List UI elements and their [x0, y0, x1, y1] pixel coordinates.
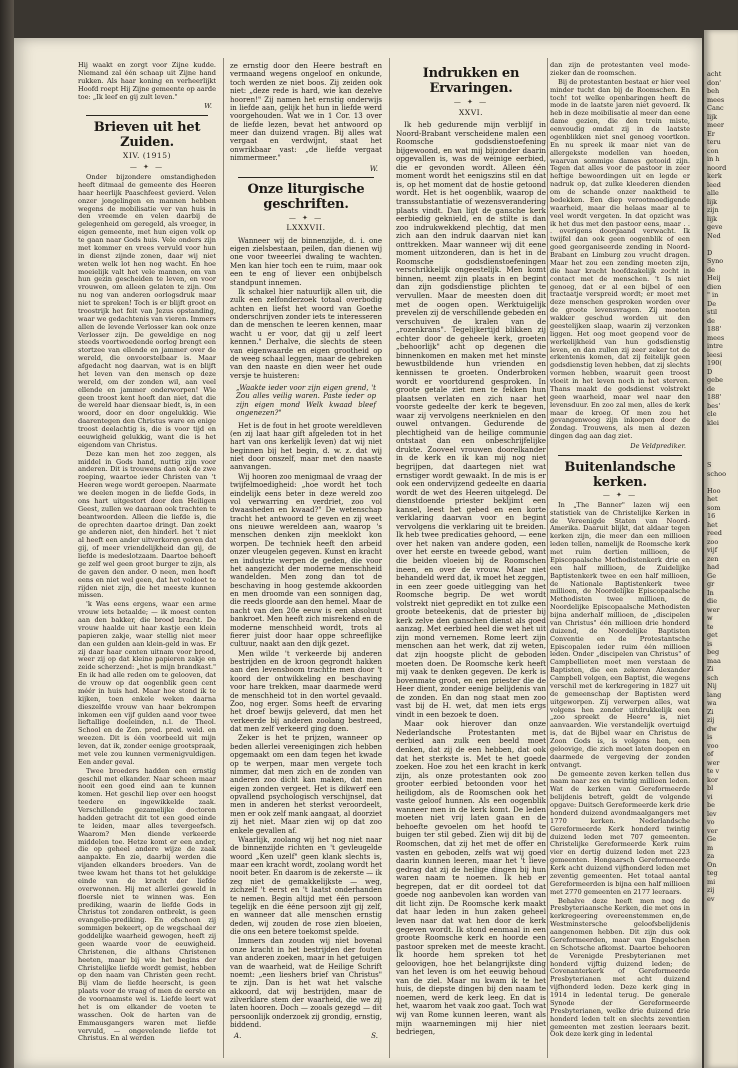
paragraph: Ik schakel hier natuurlijk allen uit, die zulk een zelfonderzoek totaal overbodig achten en liefst het woord van Goethe onderschrijven zonder iets te interesseren dan de menschen te leeren kennen, maar wacht u er voor, dat gij u zelf leert kennen." Derhalve, die slechts de steen van eigenwaarde en eigen grootheid op de weeg schaal leggen, maar de gebreken van den naaste en dien weer het oude versje te huisteren:	[230, 286, 382, 380]
signature: W.	[369, 163, 378, 173]
column-rule	[223, 58, 224, 1058]
poem: „Waakte ieder voor zijn eigen grend, 't Zou alles veilig waren. Paste ieder op zijn eigen mond Welk kwaad bleef ongenezen?"	[236, 383, 376, 418]
article-title: Indrukken en Ervaringen.	[422, 66, 520, 96]
paragraph: Ik heb gedurende mijn verblijf in Noord-Brabant verscheidene malen een Roomsche godsdienstoefening bijgewoond, en wat mij bijzonder daarin opgevallen is, was de weinige eerbied, die er gevonden wordt. Alleen één moment wordt het eenigszins stil en dat is, op het moment dat de hostie getoond wordt. Het is het oogenblik, waarop de transsubstantiatie of wezensverandering plaats vindt. Dan ligt de gansche kerk eerbiedig geknield, en de stilte is dan zoo indrukwekkend plechtig, dat men zich aan den indruk daarvan niet kan onttrekken. Maar wanneer wij dit eene moment uitzonderen, dan is het in de Roomsche godsdienstoefeningen verschrikkelijk ongeestelijk. Men komt binnen, neemt zijn plaats in en begint dan zijn godsdienstige plichten te vervullen. Maar de meesten doen dit met de oogen open. Werktuigelijk prevelen zij de verschillende gebeden en verschuiven de kralen van de „rozenkrans". Tegelijkertijd blikken zij echter door de geheele kerk, groeten „behoorlijk" acht op degenen die binnenkomen en maken met het minste bewustbildende hun vrienden en kennissen te groeten. Onderbroken wordt er voortdurend gesproken. In groote getale ziet men te fekken hun plaatsen verlaten en zich naar het voorste gedeelte der kerk te begeven, waar zij vervolgens neerknielen en den ouwel ontvangen. Gedurende de plechtigheid van de heilige communie ontstaat dan een onbeschrijfelijke drukte. Zooveel vrouwen doorelkander in de kerk en ik kan mij nog niet begrijpen, dat daartegen niet wat ernstiger wordt gewaakt. In de mis is er ook een ondervijzend gedeelte en daaria wordt de wet des Heeren uitgelegd. De dienstdoende priester bekljimt een kansel, leest het gebed en een korte verklaring daarvan voor en begint vervolgens die verklaring uit te breiden. Ik heb twee predicaties gehoord, — eene over het naken van andere goden, een over het eerste en tweede gebod, want die beiden vloeien bij de Roomschen ineen, en over de vrouw. Maar niet behandeld werd dat, ik moet het zeggen, in een zeer goede uitlegging van het Roomsche begrip. De wet wordt volstrekt niet gepredikt en tot zulke een groote beteekenis, dat de priester bij kerk zelve den ganschen dienst als goed aanzag. Met eerbied heel die wet het uit zijn mond vernemen. Rome leert zijn menschen aan het werk, dat zij weten, dat zijn hoogste plicht de geboden moeten doen. De Roomsche kerk heeft mij vaak te denken gegeven. De kerk is bovenmate groot, en een priester die de Heer dient, zonder eenige belijdenis van de zonden. En dan nog staat men zoo vast bij de H. wet, dat men iets ergs vindt in een bezoek te doen.	[396, 120, 546, 719]
paragraph: In „The Banner" lazen wij een statistiek van de Christelijke Kerken in de Vereenigde Staten van Noord-Amerika. Daaruit blijkt, dat aldaar tegen kerken zijn, die meer dan een millioen leden tellen, namelijk de Roomsche kerk met ruim dertien millioen, de Episcopaalsche Methodistenkerk drie en een half millioen, de Zuidelijke Baptistenkerk twee en een half millioen, de Nationale Baptistenkerk twee millioen, de Noordelijke Episcopaalsche Methodisten twee millioen, de Noordelijke Episcopaalsche Methodisten bijna anderhalf millioen, de „discipelen van Christus" één millioen drie honderd duizend, de Noordelijke Baptisten Conventie en de Protestantsche Episcopalen ieder ruim één millioen leden. Onder „discipelen van Christus" of Campbellieten moet men verstaan de Baptisten, die een zekeren Alexander Campbell volgen, een Baptist, die wegens verschil met de kerkregering in 1827 uit de gemeenschap der Baptisten werd uitgeworpen. Zij verwerpen alles, wat volgens hen zonder uitdrukkelijk een „zoo spreekt de Heere" is, niet aanvaarden. Wie verstandelijk overtuigd is, dat de Bijbel waar en Christus de Zoon Gods is, is volgens hen, een geloovige, die zich moet laten doopen en daarmede de vergeving der zonden ontvangt.	[550, 500, 691, 769]
article-subtitle: XXVI.	[458, 107, 484, 117]
paragraph: 'k Was eens ergens, waar een arme vrouw iets betaalde; — ik moest centen aan den bakker, die brood bracht. De vrouw haalde uit haar kastje een klein papieren zakje, waar stellig niet meer dan een gulden aan klein-geld in was. Er zij daar haar centen uitnam voor brood, weer zij op dat kleine papieren zakje en zeide scherzend: „het is mijn brandkast." En ik had alle reden om te gelooven, dat de vrouw op dat oogenblik geen cent méér in huis had. Maar hoe stond ik te kijken, toen enkele weken daarna dieszelfde vrouw van haar bekrompen inkomen een vijf gulden aand voor twee lieftallige doeleinden, n.l. de Theol. School en de Zen. pred. pred. weld. en weezen. Dit is één voorbeeld uit mijn leven, dat ik, zonder eenige grootspraak, met vele zou kunnen vermenigvuldigen. Een ander geval.	[78, 600, 216, 766]
paragraph: Zeker is het te prijzen, wanneer op beden allerlei vereenigingen zich hebben opgemaakt om een dam tegen het kwade op te werpen, maar men vergete toch nimmer, dat men zich en de zonden van anderen zoo dicht kan maken, dat men eigen zonden vergeet. Het is dikwerf een opvallend psychologisch verschijnsel, dat men in anderen het sterkst veroordeelt, men er ook zelf mank aangaat, al doorziet zij het niet. Maar zien wij op dat zoo enkele gevallen af.	[230, 733, 382, 835]
ornament-divider: — ✦ —	[288, 213, 324, 222]
paragraph: Maar ook hierover dan onze Nederlandsche Protestanten met eerbied aan zulk een beeld moet denken, dat zij de een hebben, dat ook dat het sterkste is. Met te het goede zoeken. Hoe zou het een kracht in kerk zijn, als onze protestanten ook zoo grooter eerbied betoonden voor het heiligdom, als de Roomschen ook het vaste geloof hunnen. Als een oogenblik wanneer men in de kerk komt. De leden moeten niet vrij laten gaan en de behoefte gevoelen om het hoofd te buigen ter stil gebed. Zien wij dit bij de Roomschen, dat zij het met de offer en vasten en geboden, zelfs wat wij goed daarin kunnen leeren, maar het 't lieve gedrag dat zij de heilige dingen bij hun waren naam te noemen. Ik heb er begrepen, dat er dit oordeel tot dat goede nog aanbevolen kan worden van dit licht zijn. De Roomsche kerk maakt dat haar leden in hun zaken geheel leven naar dat wat hen door de kerk gegeven wordt. Ik stond eenmaal in een groote Roomsche kerk en hoorde een pastoor spreken met de meeste kracht. Ik hoorde hem spreken tot het geloovigen, hoe het belangrijkste ding van het leven is om het eeuwig behoud van de ziel. Maar nu kwam ik te het huis, de diepste dingen bij den naam te noemen, werd de kerk leeg. En dat is het, waarom het vaak zoo gaat. Toch wat wij van Rome kunnen leeren, want als mijn waarnemingen mij hier niet bedriegen,	[396, 719, 546, 1037]
article-title: Onze liturgische geschriften.	[247, 181, 365, 212]
column-rule	[389, 58, 390, 1058]
paragraph: Deze kan men het zoo zeggen, als middel in Gods hand, nuttig zijn voor anderen. Dit is trouwens dan ook de zwe roeping, waartoe ieder Christen van 't Heeren wege wordt geroepen. Naarmate we deelen mogen in de liefde Gods, in ons hart uitgestort door den Heiligen Geest, zullen we daaraan ook trachten te beantwoorden. Alleen die liefde is, die de oprechten daartoe dringt. Dan zoekt ge anderen niet, den hinderl. het 't niet al heeft een ander uitverkoren geven dat gij, of meer vriendelijkheid dan gij, de liefde is medeslotzaam. Daartoe behoeft ge zelf wel geen groot burger te zijn, als de gaven den ander. O neen, men hoeft eens en niet wel geen, dat het voldoet te rijden niet zijn, die het meeste kunnen missen.	[78, 449, 216, 600]
column-3	[396, 62, 546, 1038]
column-rule	[547, 58, 548, 1058]
paragraph: Onder bijzondere omstandigheden heeft ditmaal de gemeente des Heeren haar heerlijk Paaschfeest gevierd. Velen onzer jongelingen en mannen hebben wegens de mobilisatie ver van huis in den vreemde en velen daarbij de gelegenheid om geregeld, als vroeger, in eigen gemeente, met hun eigen volk op te gaan naar Gods huis. Vele onders zijn met kommer en vrees vervuld voor hun in dienst zijnde zonen, daar wij niet weten welk lot hen nog wacht. En hoe moeielijk valt het vele mannen, om van hun gezin gescheiden te leven, en voor vrouwen, om alleen gelaten te zijn. Om nu nog van anderen oorlogsdruk maar niet te spreken! Toch is er blijft groot en troostrijk het feit van Jezus opstanding, waar we gedachtenis van vieren. Immers allen de levende Verlosser kan ook onze Verlosser zijn. De geweldige en nog steeds voortwoedende oorlog brengt een stortzee van ellende en jammer over de wereld, die onvoorstelbaar is. Maar afgedacht nog daarvan, wat is en blijft het leven van den mensch op deze wereld, om der zonden wil, aan veel ellende en jammer onderworpen! Wie geen troost kent hoeft dan niet, dat die de wereld haar diensaar biedt, is, in een woord, door en door ongelukkig. Wie daarentegen den Christus ware en enige troost deelachtig is, die is voor tijd en eeuwigheid gelukkig, want die is het eigendom van Christus.	[78, 173, 216, 449]
article-subtitle: XIV. (1915)	[122, 151, 172, 161]
paragraph: Immers dan zouden wij niet bovenal onze kracht in het bestrijden der fouten van anderen zoeken, maar in het getuigen van de waarheid, wat de Heilige Schrift noemt: „een lieshers brief van Christus" te zijn. Dan is het wat het valsche akkoord, dat wij bestrijden, maar de zilverklare stem der waarheid, die we zij laten hooren. Doch — zooals gezegd — dit persoonlijk onderzoek zij grondig, ernstig, biddend.	[230, 936, 382, 1030]
next-page-edge	[704, 30, 738, 1068]
book-binding	[0, 0, 14, 1068]
paragraph: Waarlijk, zoolang wij het nog niet naar de binnenzijde richten en 't gevleugelde woord „Ken uzelf" geen klank slechts is, maar een kracht wordt, zoolang wordt het nooit beter. En daarom is de zekerste — ik zeg niet de gemakkelijkste — weg, zichzelf 't eerst en 't laatst onderhanden te nemen. Begin altijd met één persoon tegelijk en die ééne persoon zijt gij zelf, en wanneer dat alle menschen ernstig deden, wij zouden de rose zien bloeien, die ons een betere toekomst spelde.	[230, 834, 382, 936]
paragraph: Twee broeders hadden een ernstig geschil met elkander. Naar scheen maar nooit een goed eind aan te kunnen komen. Het geschil liep over een hoogst teedere en ingewikkelde zaak. Verschillende gezamelijke doctoren hadden getracht dit tot een goed einde te leiden, maar alles tevergeefsch. Waarom? Men diende verkeerde middelen toe. Hetze komt er een ander, die op geheel andere wijze de zaak aanpakte. En zie, daarbij werden die vijanden elkanders broeders. Van de twee kwam het thans tot het gelukkige einde van de kracht der liefde overwonnen. Hij met allerlei geweld in floersle niet te winnen was. Een prediking, waarin de liefde Gods in Christus tot zondaren ontbrekt, is geen evangelie-prediking. En ofschoon zij sommigen bekeert, op de wegschaal der goddelijke waarheid gewogen, heeft zij geen waarde voor de eeuwigheid. Christenen, die althans Christenen heeten, maar bij wie het begins der Christelijke liefde wordt gemist, hebben op den naam van Christen geen recht. Bij vlam de liefde heerscht, is geen plaats voor de vraag of men de eerste en de voornaamste wel is. Liefde leert wat het is om elkander de voeten te wasschen. Ook de harten van de Emmausgangers waren met liefde vervuld, — ongevelende liefde tot Christus. En al werden	[78, 766, 216, 1043]
paragraph: Bij de protestanten bestaat er hier veel minder tucht dan bij de Roomschen. En toch! tot welke openbaringen heeft de mode in de laatste jaren niet gevoerd. Ik heb in deze moibilisatie al meer dan eene dame gezien, die den trein miste, eenvoudig omdat zij in de laatste ogenblikken niet snel genoeg voortkon. En nu spreek ik maar niet van de allergekste modellen van hoeden, waarvan sommige dames getooid zijn. Tegen dat alles voor de pastoor in zeer heftige bewoordingen uit en legde er nadruk op, dat zulke kleederen dienden om de schande onzer naaktheid te bedekken. Een diep verootmoedigende waarheid, maar die helaas maar al te veel wordt vergeten. In dat opzicht was ik het dus met den pastoor eens, maar . . . overigens doorgaand verwacht. Ik twijfel dan ook geen oogenblik of een goed georganiseerde zending in Noord-Brabant en Limburg zou vrucht dragen. Maar het zou een zending moeten zijn, die haar kracht hoofdzakelijk zocht in contact met de menschen. 't Is niet genoeg, dat er al een bijbel of een tractaatje verspreid wordt; er moet met deze menschen gesproken worden over de groote levensvragen. Zij moeten wakker geschud worden uit den geestelijken slaap, waarin zij verzonken liggen. Het oog moet geopend voor de werkelijkheid van hun godsdienstig leven, en dan zullen zij zeer zeker tot de erkentenis komen, dat zij feitelijk geen godsdienstig leven hebben, dat zij slechts vormen hebben, waaruit geen troost vloeit in het leven noch in het sterven. Thans maakt de godsdienst volstrekt geen waarheid, maar wel naar den levensduur. En zoo zal men, alles de kerk maar de kroeg. Of men zou het gevangenwoog zijn inkoopen door de Zondag. Trouwens, als men al dezen dingen dag aan dag ziet.	[550, 77, 690, 441]
signature-line	[234, 1032, 378, 1040]
paragraph: De gemeente zeven kerken tellen dus naam naar zes en twintig millioen leden. Wat de kerken van Gereformeerde belijdenis betreft, geldt de volgende opgave: Duitsch Gereformeerde kerk drie honderd duizend avondmaalgangers met 1770 kerken. Nederlandsche Gereformeerde Kerk honderd twintig duizend leden met 707 gemeenten. Christelijke Gereformeerde Kerk ruim vier en dertig duizend leden met 223 gemeenten. Hongaarsch Gereformeerde Kerk acht duizend vijfhonderd leden met zeventig gemeenten. Het totaal aantal Gereformeerden is bijna een half millioen met 2770 gemeenten en 2177 leeraars.	[550, 769, 690, 896]
article-subtitle: LXXXVII.	[286, 223, 326, 233]
signature-left: A.	[234, 1030, 242, 1040]
divider	[558, 455, 682, 456]
article-text: Hij waakt en zorgt voor Zijne kudde. Niemand zal één schaap uit Zijne hand rukken. Als haar koning en verheerlijkt Hoofd roept Hij Zijne gemeente op aarde toe: „Ik leef en gij zult leven."	[78, 61, 216, 101]
divider	[238, 177, 374, 178]
paragraph: Wanneer wij de binnenzijde, d. i. one eigen zielsbestaan, peilen, dan dienen wij one voor tweeerlei dwaling te wachten. Men kan hier toch een te ruim, maar ook een te eng of liever een onbijbelsch standpunt innemen.	[230, 235, 382, 287]
ornament-divider: — ✦ —	[602, 490, 638, 499]
paragraph: Behalve deze heeft men nog de Presbyteriaansche Kerken, die met ons in kerkregeering overeenstemmen en,de Westminstersche geloofsbelijdenis aangenomen hebben. Dit zijn dus ook Gereformeerden, maar van Engelschen en Schotsche afkomst. Daartoe behooren de Verenigde Presbyterianen met honderd vijftig duizend leden; de Covenanterkerk of Gereformeerde Presbyterianen met acht duizend vijfhonderd leden. Deze kerk ging in 1914 in ledental terug. De generale Synode der Gereformeerde Presbyterianen, welke drie duizend drie honderd leden telt en slechts zeventien gemeenten met zestien leeraars bezit. Ook deze kerk ging in ledental	[550, 896, 690, 1039]
article-title: Brieven uit het Zuiden.	[93, 120, 201, 151]
paragraph: Wij hooren zoo menigmaal de vraag der twijfelmoedigheid: „hoe wordt het toch eindelijk eens beter in deze wereld zoo vol verwarring en verdriet, zoo vol dwaasheden en kwaad?" De wetenschap tracht het antwoord te geven en zij weet ons nieuwe wereldeen aan, waarop 's menschen denken zijn meeklokt kon worpen. De techniek heeft den arbeid onzer vleugelen gegeven. Kunst en kracht en industrie werpen de geden, die voor het aangezicht der moderne menschheid wandelden. Men zong dan tot de beschaving in hoog gestemde akkoorden en men droomde van een sonnigen dag, die reeds gloorde aan den hemel. Maar de nacht van den 20e eeuw is een absoluut bankroet. Men heeft zich misrekend en de moderne menschheid wordt, trots al fierer juist door haar oppe schreeflijke cultuur, naakt aan den dijk gezet.	[230, 471, 382, 649]
paragraph: Het is de fout in het groote wereldleven (en zij laat haar gift afgeleden tot in het hart van ons kerkelijk leven) dat wij niet beginnen bij het begin, d. w. z. dat wij niet door onszelf, maar met den naaste aanvangen.	[230, 420, 382, 472]
paragraph: Men wilde 't verkeerde bij anderen bestrijden en de kroon gegrondt hakken aan den levensboom trachtte men door 't koord der ontwikkeling en beschaving voor hare trekken, maar daarmede werd de menschheid tot in den wortel gevaald. Zoo, nog erger. Soms heeft de ervaring het droef bewijs geleverd, dat men het verkeerde bij anderen zoolang bestreed, dat men zelf verkeerd ging doen.	[230, 648, 382, 733]
signature: W.	[204, 102, 212, 111]
next-page-text: acht don' beh mees Canc lijk meer Er teru con in h noord kerk leed alle lijk zijn lijk geve Ned D Syno de Heij dien " in De stil de 188' mees intre leesi 190( D gebe de 188' bes' cle klei S schoo Hoo het som 16 het reed zoo vijf zen had Ge gr In die wer w te get is beg maa Zi sch Nij lang wa Zi zij dw is voo of wer te v kor bl vi be lev vo ver Ge m za On teg mi zij ev	[707, 70, 727, 903]
divider	[86, 115, 208, 116]
ornament-divider: — ✦ —	[453, 98, 489, 106]
article-title: Buitenlandsche kerken.	[564, 459, 676, 490]
column-2	[230, 62, 382, 1040]
signature: De Veldprediker.	[630, 442, 686, 450]
column-4	[550, 62, 690, 1040]
signature-right: S.	[371, 1030, 378, 1040]
ornament-divider: — ✦ —	[129, 163, 165, 172]
paragraph: ze ernstig door den Heere bestraft en vermaand wegens ongeloof en onkunde, toch werden ze niet boos. Zij zeiden ook niet: „deze rede is hard, wie kan dezelve hooren!" Zij namen het ernstig onderwijs in liefde aan, gelijk het hun in liefde werd voorgehouden. Wat we in 1 Cor. 13 over de liefde lezen, bevat het antwoord op meer dan duizend vragen. Bij alles wat vergaat en verdwijnt, staat het onwrikbaar vast: „de liefde vergaat nimmermeer."	[230, 61, 382, 163]
paragraph: dan zijn de protestanten veel mode-zieker dan de roomschen.	[550, 61, 690, 77]
column-1	[78, 62, 216, 1044]
